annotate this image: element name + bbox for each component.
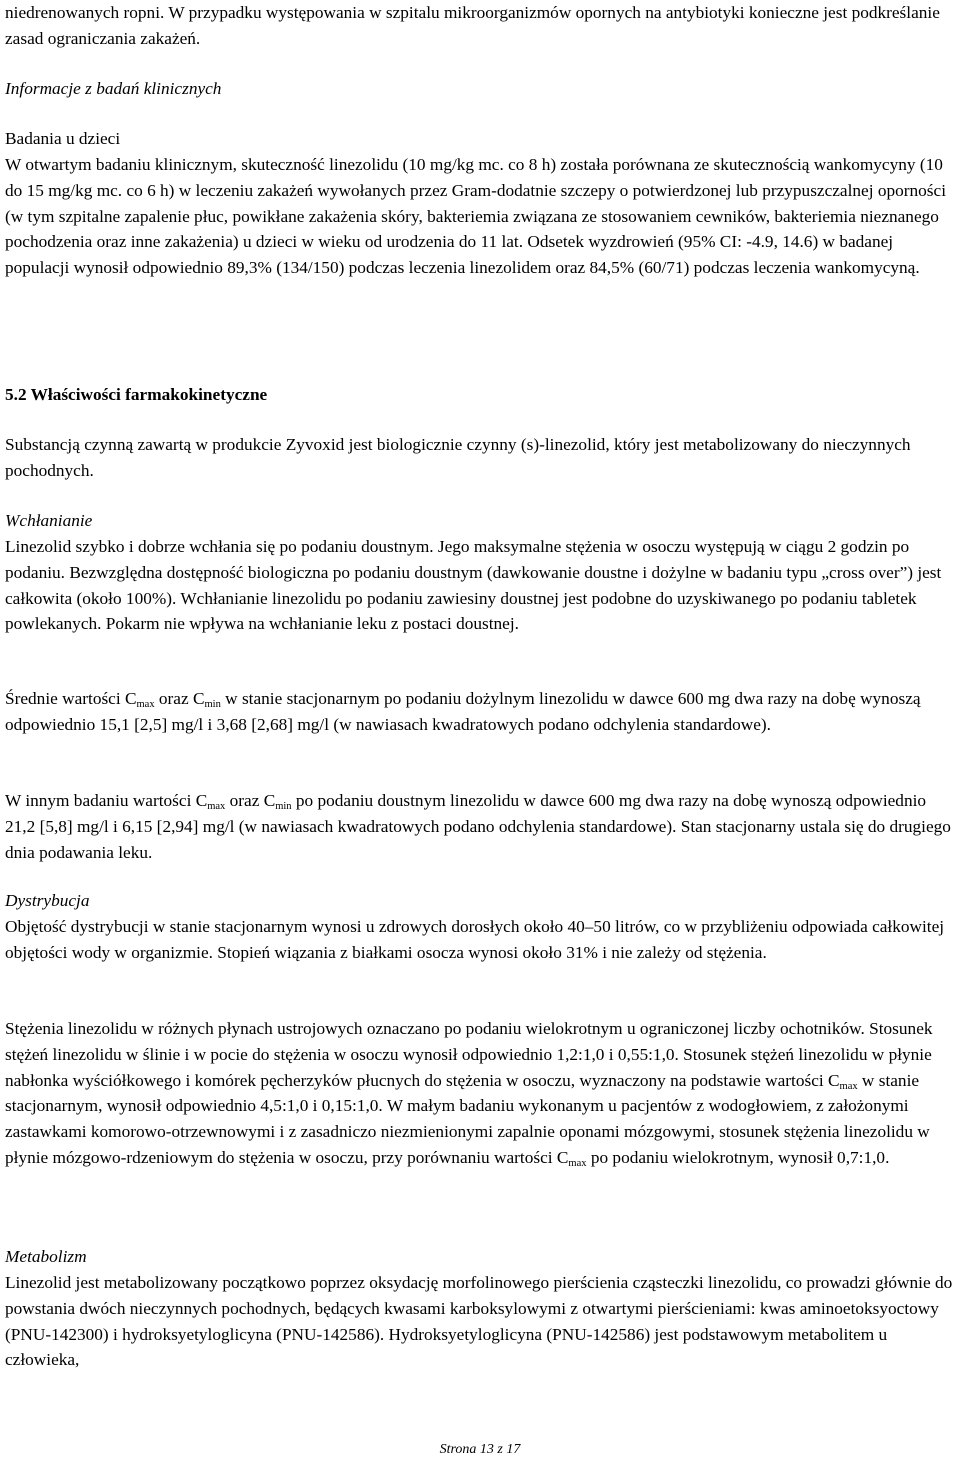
clinical-info-heading: Informacje z badań klinicznych (5, 79, 222, 98)
oral-study-paragraph: W innym badaniu wartości $C_{max}$ oraz $C_{min}$ po podaniu doustnym linezolidu w dawce 600 mg dwa razy na dobę wynoszą odpowiednio 21,2 [5,8] mg/l i 6,15 [2,94] mg/l (w nawiasach kwadratowych podano odchylenia standardowe). Stan stacjonarny ustala się do drugiego dnia podawania leku. (5, 791, 951, 862)
intro-paragraph: niedrenowanych ropni. W przypadku występowania w szpitalu mikroorganizmów opornych na antybiotyki konieczne jest podkreślanie zasad ograniczania zakażeń. (5, 3, 940, 48)
metabolism-heading: Metabolizm (5, 1247, 87, 1266)
page-number-footer: Strona 13 z 17 (439, 1442, 521, 1457)
section-5-2-heading: 5.2 Właściwości farmakokinetyczne (5, 385, 268, 404)
steady-state-iv-paragraph: Średnie wartości $C_{max}$ oraz $C_{min}$ w stanie stacjonarnym po podaniu dożylnym linezolidu w dawce 600 mg dwa razy na dobę wynoszą odpowiednio 15,1 [2,5] mg/l i 3,68 [2,68] mg/l (w nawiasach kwadratowych podano odchylenia standardowe). (5, 689, 921, 734)
pediatric-study-paragraph: W otwartym badaniu klinicznym, skuteczność linezolidu (10 mg/kg mc. co 8 h) została porównana ze skutecznością wankomycyny (10 do 15 mg/kg mc. co 6 h) w leczeniu zakażeń wywołanych przez Gram-dodatnie szczepy o potwierdzonej lub przypuszczalnej oporności (w tym szpitalne zapalenie płuc, powikłane zakażenia skóry, bakteriemia związana ze stosowaniem cewników, bakteriemia nieznanego pochodzenia oraz inne zakażenia) u dzieci w wieku od urodzenia do 11 lat. Odsetek wyzdrowień (95% CI: -4.9, 14.6) w badanej populacji wynosił odpowiednio 89,3% (134/150) podczas leczenia linezolidem oraz 84,5% (60/71) podczas leczenia wankomycyną. (5, 155, 946, 278)
body-fluids-paragraph: Stężenia linezolidu w różnych płynach ustrojowych oznaczano po podaniu wielokrotnym u ograniczonej liczby ochotników. Stosunek stężeń linezolidu w ślinie i w pocie do stężenia w osoczu wynosił odpowiednio 1,2:1,0 i 0,55:1,0. Stosunek stężeń linezolidu w płynie nabłonka wyściółkowego i komórek pęcherzyków płucnych do stężenia w osoczu, wyznaczony na podstawie wartości $C_{max}$ w stanie stacjonarnym, wynosił odpowiednio 4,5:1,0 i 0,15:1,0. W małym badaniu wykonanym u pacjentów z wodogłowiem, z założonymi zastawkami komorowo-otrzewnowymi i z zasadniczo niezmienionymi zapalnie oponami mózgowymi, stosunek stężenia linezolidu w płynie mózgowo-rdzeniowym do stężenia w osoczu, przy porównaniu wartości $C_{max}$ po podaniu wielokrotnym, wynosił 0,7:1,0. (5, 1019, 933, 1169)
distribution-heading: Dystrybucja (5, 891, 90, 910)
absorption-heading: Wchłanianie (5, 511, 93, 530)
distribution-paragraph: Objętość dystrybucji w stanie stacjonarnym wynosi u zdrowych dorosłych około 40–50 litrów, co w przybliżeniu odpowiada całkowitej objętości wody w organizmie. Stopień wiązania z białkami osocza wynosi około 31% i nie zależy od stężenia. (5, 917, 945, 962)
pk-intro-paragraph: Substancją czynną zawartą w produkcie Zyvoxid jest biologicznie czynny (s)-linezolid, który jest metabolizowany do nieczynnych pochodnych. (5, 435, 911, 480)
absorption-paragraph: Linezolid szybko i dobrze wchłania się po podaniu doustnym. Jego maksymalne stężenia w osoczu występują w ciągu 2 godzin po podaniu. Bezwzględna dostępność biologiczna po podaniu doustnym (dawkowanie doustne i dożylne w badaniu typu „cross over”) jest całkowita (około 100%). Wchłanianie linezolidu po podaniu zawiesiny doustnej jest podobne do uzyskiwanego po podaniu tabletek powlekanych. Pokarm nie wpływa na wchłanianie leku z postaci doustnej. (5, 537, 942, 634)
pediatric-studies-subheading: Badania u dzieci (5, 129, 121, 148)
metabolism-paragraph: Linezolid jest metabolizowany początkowo poprzez oksydację morfolinowego pierścienia cząsteczki linezolidu, co prowadzi głównie do powstania dwóch nieczynnych pochodnych, będących kwasami karboksylowymi z otwartymi pierścieniami: kwas aminoetoksyoctowy (PNU-142300) i hydroksyetyloglicyna (PNU-142586). Hydroksyetyloglicyna (PNU-142586) jest podstawowym metabolitem u człowieka, (5, 1273, 953, 1370)
